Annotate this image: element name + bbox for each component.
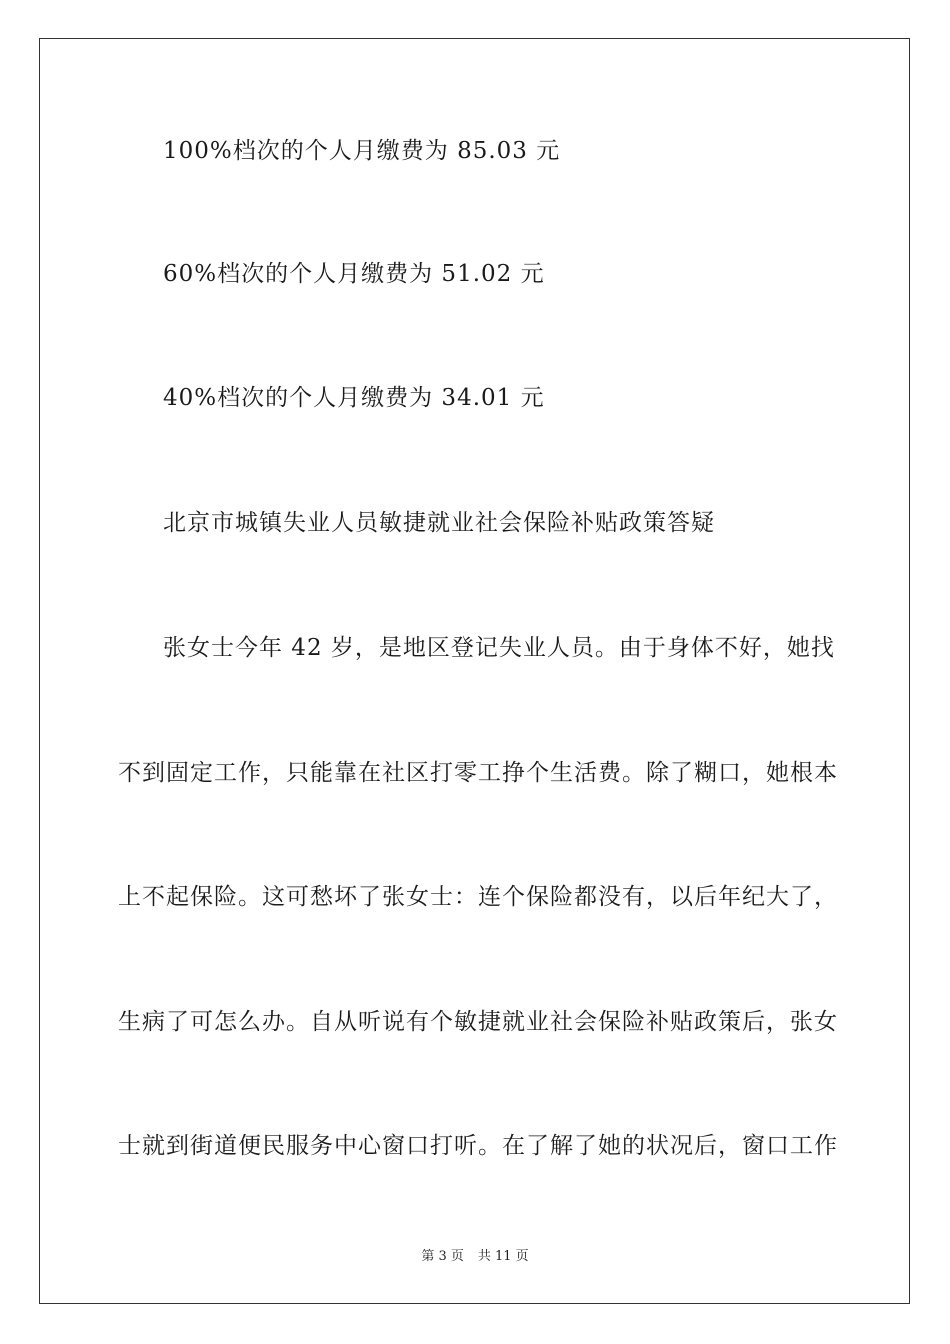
section-heading: 北京市城镇失业人员敏捷就业社会保险补贴政策答疑 <box>163 510 715 536</box>
paragraph-line: 士就到街道便民服务中心窗口打听。在了解了她的状况后，窗口工作 <box>118 1133 838 1159</box>
fee-line-60: 60%档次的个人月缴费为 51.02 元 <box>163 261 545 287</box>
page-number: 第 3 页 <box>421 1249 464 1264</box>
fee-line-100: 100%档次的个人月缴费为 85.03 元 <box>163 138 561 164</box>
page-border <box>39 38 910 1304</box>
paragraph-line: 生病了可怎么办。自从听说有个敏捷就业社会保险补贴政策后，张女 <box>118 1009 838 1035</box>
page-total: 共 11 页 <box>477 1249 529 1264</box>
paragraph-line: 张女士今年 42 岁，是地区登记失业人员。由于身体不好，她找 <box>163 635 835 661</box>
paragraph-line: 不到固定工作，只能靠在社区打零工挣个生活费。除了糊口，她根本 <box>118 760 838 786</box>
fee-line-40: 40%档次的个人月缴费为 34.01 元 <box>163 385 545 411</box>
page-footer <box>0 1248 950 1266</box>
paragraph-line: 上不起保险。这可愁坏了张女士：连个保险都没有，以后年纪大了， <box>118 884 838 910</box>
